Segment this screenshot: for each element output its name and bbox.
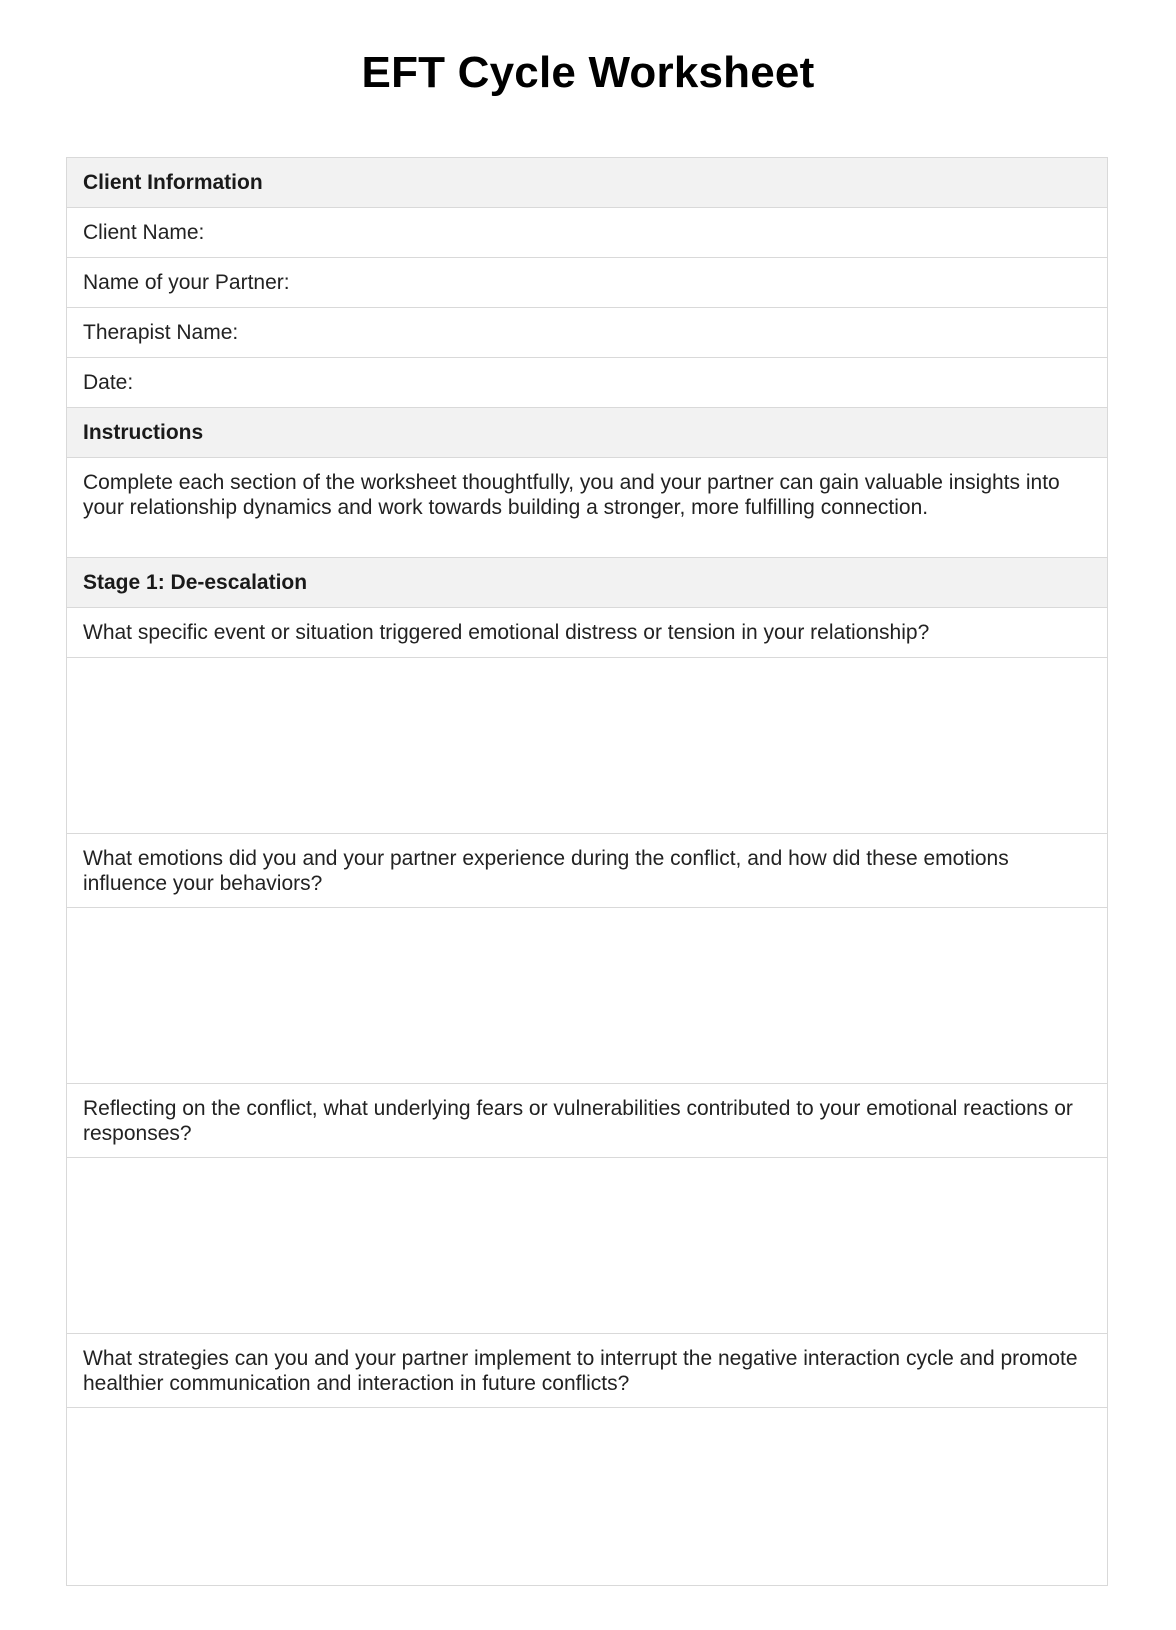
therapist-name-field[interactable] [67, 308, 1107, 358]
section-header-label: Client Information [83, 171, 263, 194]
question-row [67, 1084, 1107, 1158]
question-text: Reflecting on the conflict, what underlying fears or vulnerabilities contributed to your emotional reactions or responses? [83, 1097, 1073, 1145]
question-text: What strategies can you and your partner implement to interrupt the negative interaction cycle and promote healthier communication and interaction in future conflicts? [83, 1347, 1078, 1395]
answer-box-2[interactable] [67, 908, 1107, 1084]
question-row [67, 608, 1107, 658]
section-header-stage-1 [67, 558, 1107, 608]
question-row [67, 834, 1107, 908]
answer-box-4[interactable] [67, 1408, 1107, 1585]
section-header-instructions [67, 408, 1107, 458]
worksheet-table [66, 157, 1108, 1586]
field-label: Date: [83, 371, 134, 394]
question-text: What specific event or situation triggered emotional distress or tension in your relationship? [83, 621, 930, 644]
question-text: What emotions did you and your partner experience during the conflict, and how did these emotions influence your behaviors? [83, 847, 1009, 895]
section-header-label: Stage 1: De-escalation [83, 571, 308, 594]
field-label: Name of your Partner: [83, 271, 290, 294]
answer-box-3[interactable] [67, 1158, 1107, 1334]
client-name-field[interactable] [67, 208, 1107, 258]
instructions-text [67, 458, 1107, 558]
partner-name-field[interactable] [67, 258, 1107, 308]
answer-box-1[interactable] [67, 658, 1107, 834]
date-field[interactable] [67, 358, 1107, 408]
question-row [67, 1334, 1107, 1408]
page-title: EFT Cycle Worksheet [361, 48, 815, 97]
instructions-paragraph: Complete each section of the worksheet thoughtfully, you and your partner can gain valuable insights into your relationship dynamics and work towards building a stronger, more fulfilling connection. [83, 471, 1060, 519]
section-header-label: Instructions [83, 421, 204, 444]
section-header-client-information [67, 158, 1107, 208]
field-label: Therapist Name: [83, 321, 239, 344]
field-label: Client Name: [83, 221, 205, 244]
